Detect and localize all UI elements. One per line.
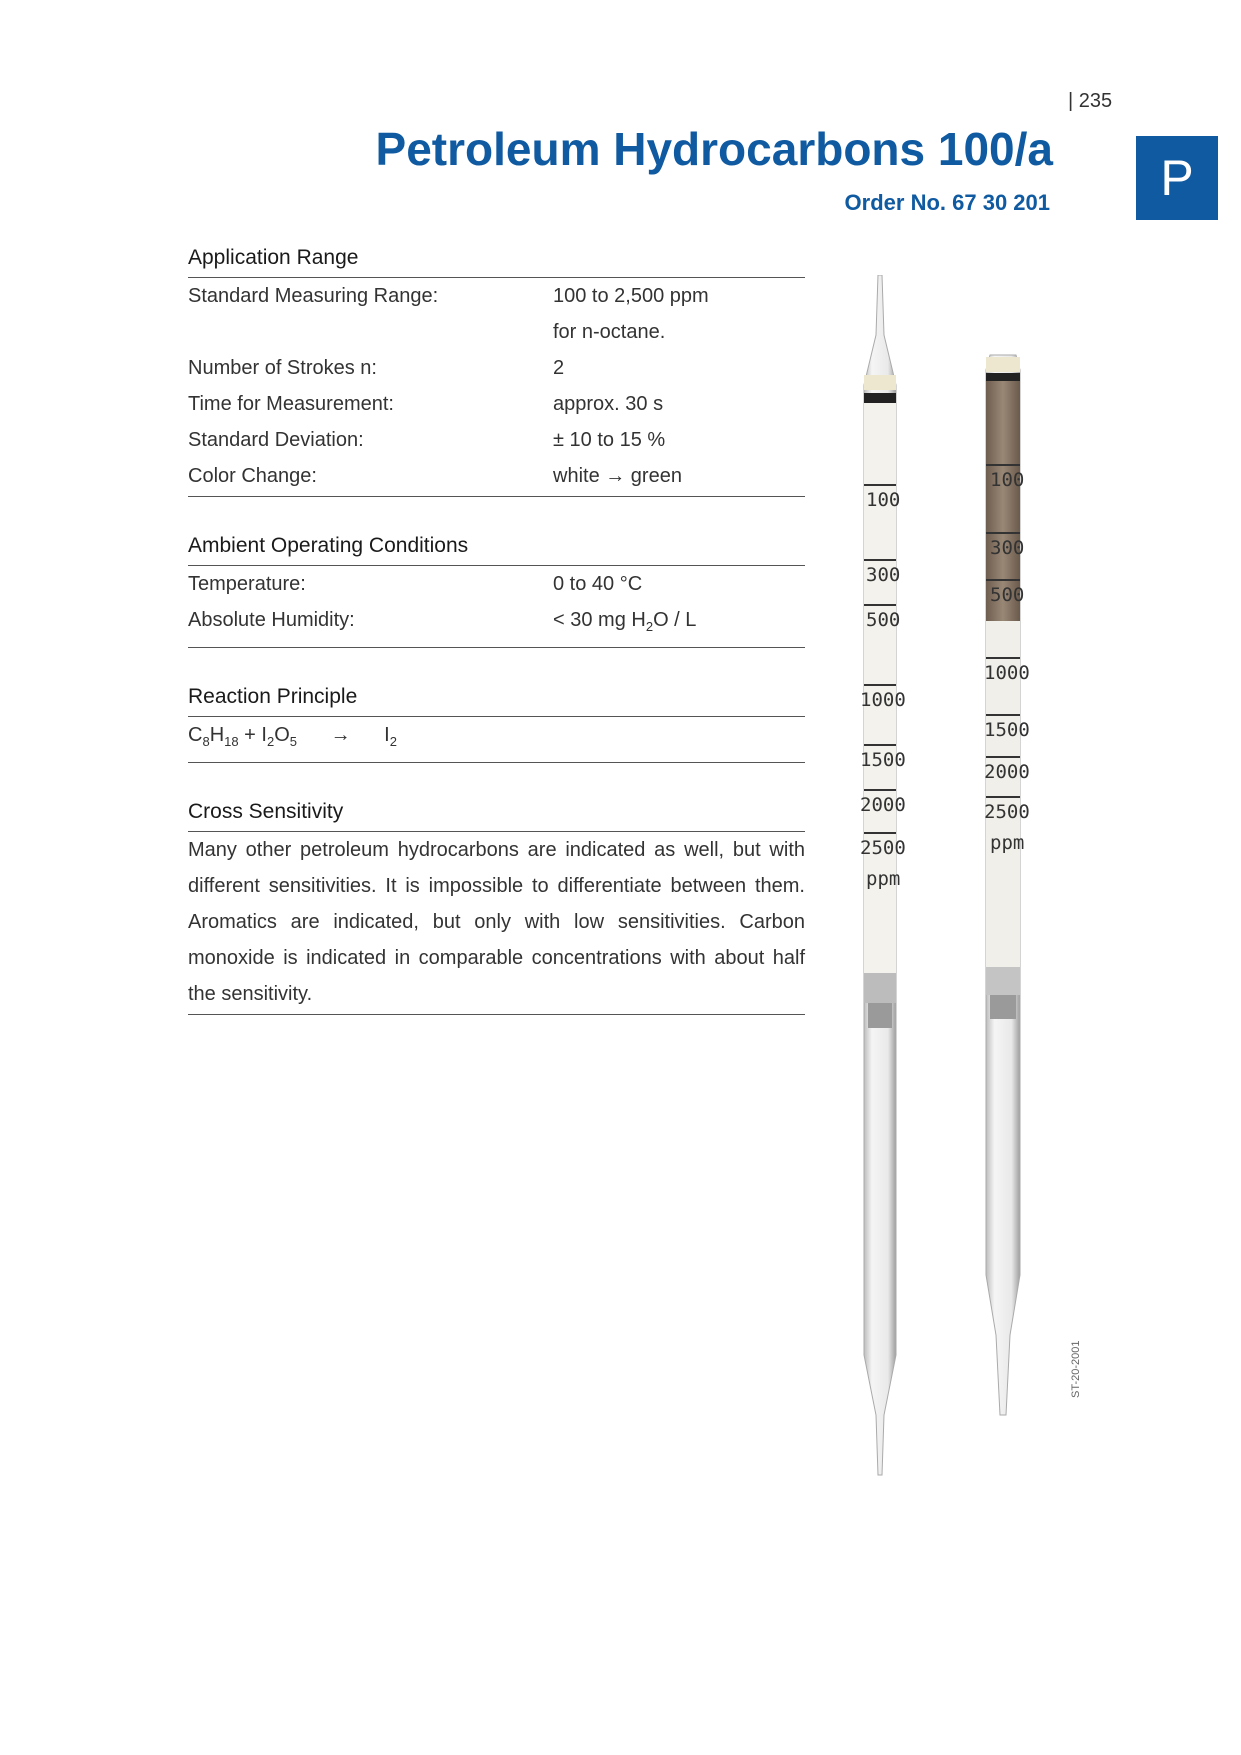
table-row [188, 566, 805, 602]
scale-unit: ppm [866, 868, 901, 890]
row-label: Standard Measuring Range: [188, 285, 439, 307]
scale-mark: 1500 [860, 749, 906, 771]
detector-tubes-image [840, 275, 1080, 1495]
scale-mark: 2500 [860, 837, 906, 859]
row-label: Time for Measurement: [188, 393, 394, 415]
cross-sensitivity-heading: Cross Sensitivity [188, 799, 805, 832]
row-label: Standard Deviation: [188, 429, 364, 451]
row-value: ± 10 to 15 % [553, 429, 666, 451]
formula-part: I [384, 724, 390, 746]
formula-sub: 18 [224, 734, 239, 749]
formula-part: I [261, 724, 267, 746]
scale-mark: 300 [990, 537, 1025, 559]
table-row [188, 278, 805, 314]
scale-mark: 1500 [984, 719, 1030, 741]
formula-part: C [188, 724, 203, 746]
ambient-table [188, 566, 805, 648]
scale-mark: 1000 [860, 689, 906, 711]
row-value: approx. 30 s [553, 393, 664, 415]
scale-mark: 2500 [984, 801, 1030, 823]
scale-mark: 500 [990, 584, 1025, 606]
row-label: Number of Strokes n: [188, 357, 377, 379]
spec-content [188, 245, 805, 1015]
page-title: Petroleum Hydrocarbons 100/a [375, 123, 1053, 175]
row-value: 100 to 2,500 ppm [553, 285, 709, 307]
scale-unit: ppm [990, 832, 1025, 854]
table-row [188, 386, 805, 422]
row-label: Temperature: [188, 573, 306, 595]
table-row [188, 422, 805, 458]
section-tab: P [1136, 136, 1218, 220]
humidity-prefix: < 30 mg H [553, 609, 646, 631]
formula-sub: 2 [389, 734, 397, 749]
formula-sub: 2 [266, 734, 275, 749]
table-row [188, 314, 805, 350]
formula-sub: 5 [289, 734, 298, 749]
scale-mark: 2000 [984, 761, 1030, 783]
scale-mark: 2000 [860, 794, 906, 816]
row-label: Color Change: [188, 465, 317, 487]
row-value: 0 to 40 °C [553, 573, 643, 595]
table-row [188, 458, 805, 494]
table-row [188, 350, 805, 386]
scale-mark: 1000 [984, 662, 1030, 684]
row-value: for n-octane. [553, 321, 666, 343]
reaction-heading: Reaction Principle [188, 684, 805, 717]
row-label: Absolute Humidity: [188, 609, 355, 631]
scale-mark: 100 [866, 489, 901, 511]
formula-sub: 8 [202, 734, 210, 749]
row-value: white → green [553, 465, 682, 487]
formula-part: O [274, 724, 290, 746]
application-range-table [188, 278, 805, 497]
order-number: Order No. 67 30 201 [844, 190, 1050, 215]
humidity-sub: 2 [645, 619, 654, 634]
formula-arrow: → [330, 724, 351, 746]
formula-plus: + [244, 724, 256, 746]
scale-mark: 100 [990, 469, 1025, 491]
page-number: | 235 [1068, 90, 1113, 112]
formula-part: H [209, 724, 225, 746]
tube-used [986, 355, 1020, 1415]
ambient-heading: Ambient Operating Conditions [188, 533, 805, 566]
application-range-heading: Application Range [188, 245, 805, 278]
cross-sensitivity-text: Many other petroleum hydrocarbons are indicated as well, but with different sensitivities. It is impossible to differentiate between them. Aromatics are indicated, but only with low sensitivities. Carbon monoxide is indicated in comparable concentrations with about half the sensitivity. [188, 832, 805, 1015]
scale-mark: 500 [866, 609, 901, 631]
row-label [188, 314, 553, 350]
row-value [553, 602, 805, 645]
humidity-suffix: O / L [653, 609, 697, 631]
reaction-formula [188, 717, 805, 763]
scale-mark: 300 [866, 564, 901, 586]
table-row [188, 602, 805, 645]
image-credit: ST-20-2001 [1070, 1340, 1082, 1398]
row-value: 2 [553, 357, 565, 379]
